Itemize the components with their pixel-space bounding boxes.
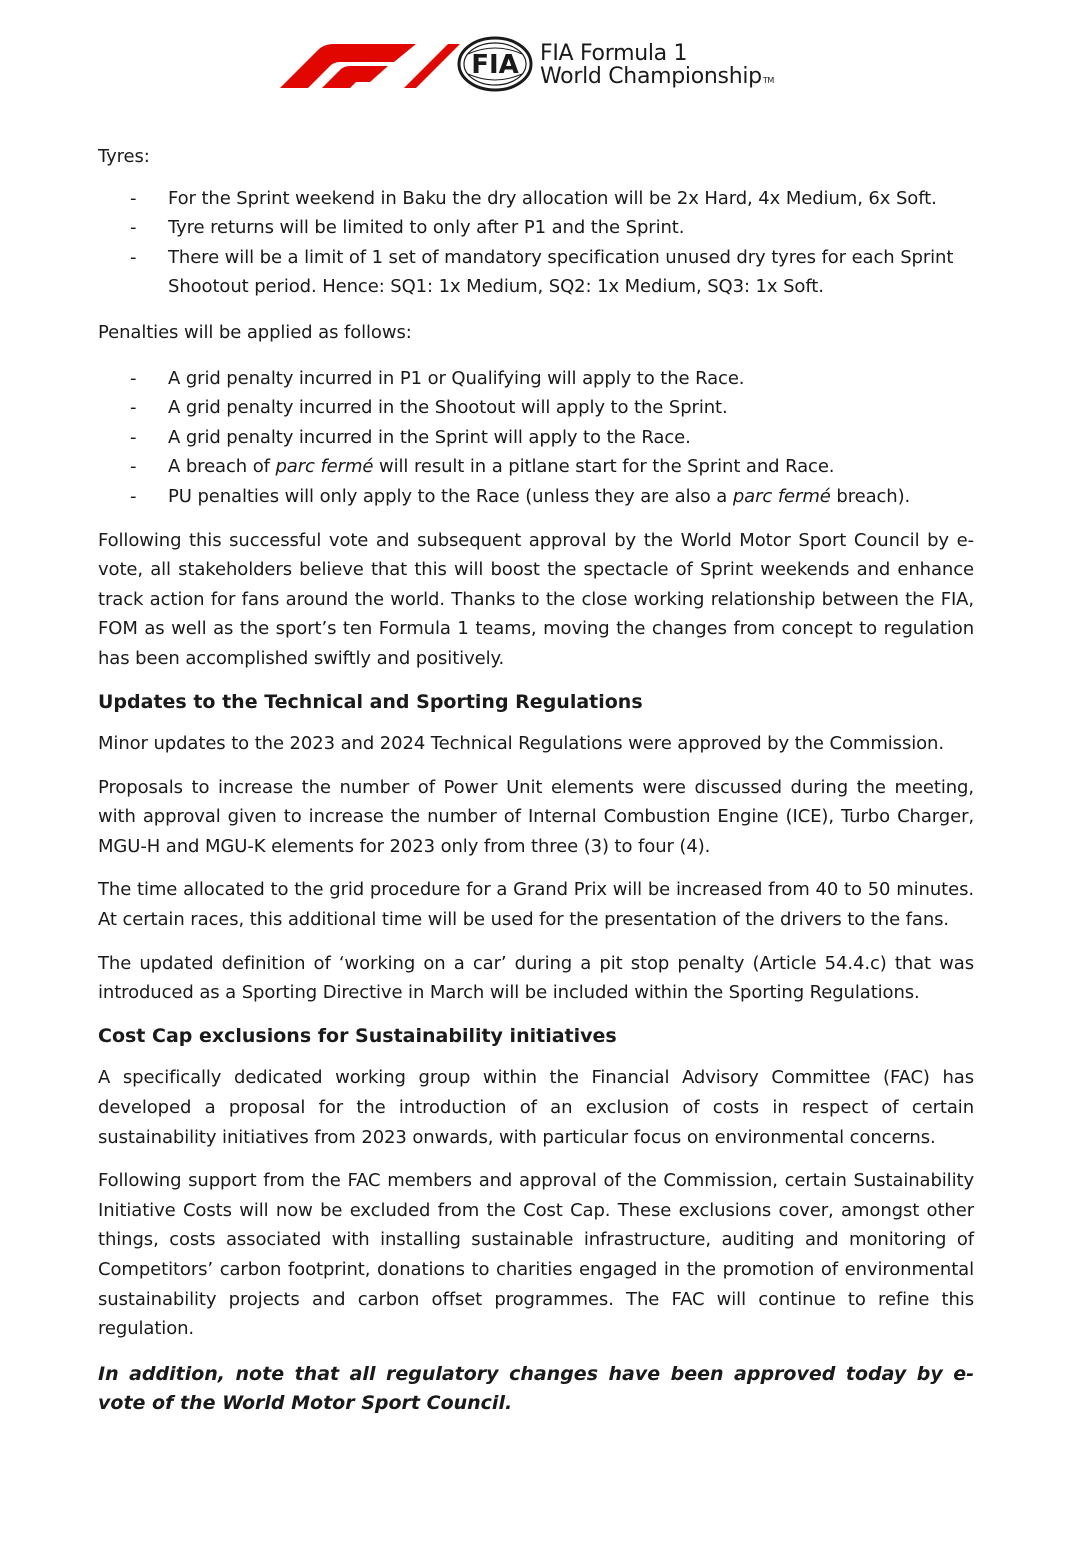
heading-cost-cap: Cost Cap exclusions for Sustainability initiatives bbox=[98, 1024, 617, 1047]
list-item bbox=[98, 364, 974, 394]
header bbox=[0, 36, 1088, 96]
paragraph-minor-updates: Minor updates to the 2023 and 2024 Technical Regulations were approved by the Commission. bbox=[98, 733, 944, 755]
list-item bbox=[98, 184, 974, 214]
bullet-dash: - bbox=[130, 426, 137, 448]
bullet-dash: - bbox=[130, 485, 137, 507]
list-item-text: A grid penalty incurred in P1 or Qualifying will apply to the Race. bbox=[168, 367, 745, 389]
list-item-text: A grid penalty incurred in the Shootout will apply to the Sprint. bbox=[168, 397, 728, 419]
paragraph-proposals: Proposals to increase the number of Power Unit elements were discussed during the meeting, with approval given to increase the number of Internal Combustion Engine (ICE), Turbo Charger, MGU-H and MGU-K elements for 2023 only from three (3) to four (4). bbox=[98, 776, 974, 857]
fia-seal bbox=[456, 36, 534, 92]
tyres-label: Tyres: bbox=[98, 146, 150, 167]
list-item-text: Tyre returns will be limited to only after P1 and the Sprint. bbox=[168, 217, 685, 239]
paragraph-working-group: A specifically dedicated working group within the Financial Advisory Committee (FAC) has developed a proposal for the introduction of an exclusion of costs in respect of certain sustainability initiatives from 2023 onwards, with particular focus on environmental concerns. bbox=[98, 1067, 974, 1148]
closing-statement: In addition, note that all regulatory changes have been approved today by e-vote of the World Motor Sport Council. bbox=[98, 1362, 974, 1415]
list-item bbox=[98, 243, 974, 302]
list-item bbox=[98, 213, 974, 243]
list-item-emphasis: parc fermé bbox=[275, 456, 374, 478]
bullet-dash: - bbox=[130, 367, 137, 389]
list-item-text: For the Sprint weekend in Baku the dry allocation will be 2x Hard, 4x Medium, 6x Soft. bbox=[168, 187, 937, 209]
brand-line-2 bbox=[540, 65, 774, 92]
paragraph-support: Following support from the FAC members and approval of the Commission, certain Sustainability Initiative Costs will now be excluded from the Cost Cap. These exclusions cover, amongst other things, costs associated with installing sustainable infrastructure, auditing and monitoring of Competitors’ carbon footprint, donations to charities engaged in the promotion of environmental sustainability projects and carbon offset programmes. The FAC will continue to refine this regulation. bbox=[98, 1170, 974, 1340]
list-item bbox=[98, 423, 974, 453]
paragraph-grid-time: The time allocated to the grid procedure for a Grand Prix will be increased from 40 to 50 minutes. At certain races, this additional time will be used for the presentation of the drivers to the fans. bbox=[98, 879, 974, 931]
paragraph-vote: Following this successful vote and subsequent approval by the World Motor Sport Council by e-vote, all stakeholders believe that this will boost the spectacle of Sprint weekends and enhance track action for fans around the world. Thanks to the close working relationship between the FIA, FOM as well as the sport’s ten Formula 1 teams, moving the changes from concept to regulation has been accomplished swiftly and positively. bbox=[98, 529, 974, 669]
brand-title bbox=[540, 42, 774, 92]
bullet-dash: - bbox=[130, 456, 137, 478]
brand-line-2-text: World Championship bbox=[540, 64, 762, 89]
bullet-dash: - bbox=[130, 217, 137, 239]
bullet-dash: - bbox=[130, 246, 137, 268]
svg-text:FIA: FIA bbox=[471, 50, 519, 80]
bullet-dash: - bbox=[130, 397, 137, 419]
paragraph-definition: The updated definition of ‘working on a car’ during a pit stop penalty (Article 54.4.c) that was introduced as a Sporting Directive in March will be included within the Sporting Regulations. bbox=[98, 952, 974, 1004]
list-item-text-pre: PU penalties will only apply to the Race (unless they are also a bbox=[168, 485, 733, 507]
list-item-text-pre: A breach of bbox=[168, 456, 276, 478]
bullet-dash: - bbox=[130, 187, 137, 209]
list-item bbox=[98, 452, 974, 482]
f1-logo bbox=[278, 40, 460, 90]
heading-updates: Updates to the Technical and Sporting Regulations bbox=[98, 690, 643, 713]
list-item-emphasis: parc fermé bbox=[732, 485, 831, 507]
penalties-list bbox=[98, 364, 974, 512]
document-body bbox=[98, 142, 974, 1419]
tyres-list bbox=[98, 184, 974, 302]
brand-line-1: FIA Formula 1 bbox=[540, 41, 688, 66]
list-item-text: A grid penalty incurred in the Sprint will apply to the Race. bbox=[168, 426, 691, 448]
penalties-label: Penalties will be applied as follows: bbox=[98, 321, 412, 343]
list-item-text-post: will result in a pitlane start for the Sprint and Race. bbox=[373, 456, 835, 478]
list-item bbox=[98, 482, 974, 512]
trademark: TM bbox=[762, 76, 775, 85]
list-item bbox=[98, 393, 974, 423]
list-item-text-post: breach). bbox=[830, 485, 911, 507]
list-item-text: There will be a limit of 1 set of mandatory specification unused dry tyres for each Sprint Shootout period. Hence: SQ1: 1x Medium, SQ2: 1x Medium, SQ3: 1x Soft. bbox=[168, 246, 954, 298]
